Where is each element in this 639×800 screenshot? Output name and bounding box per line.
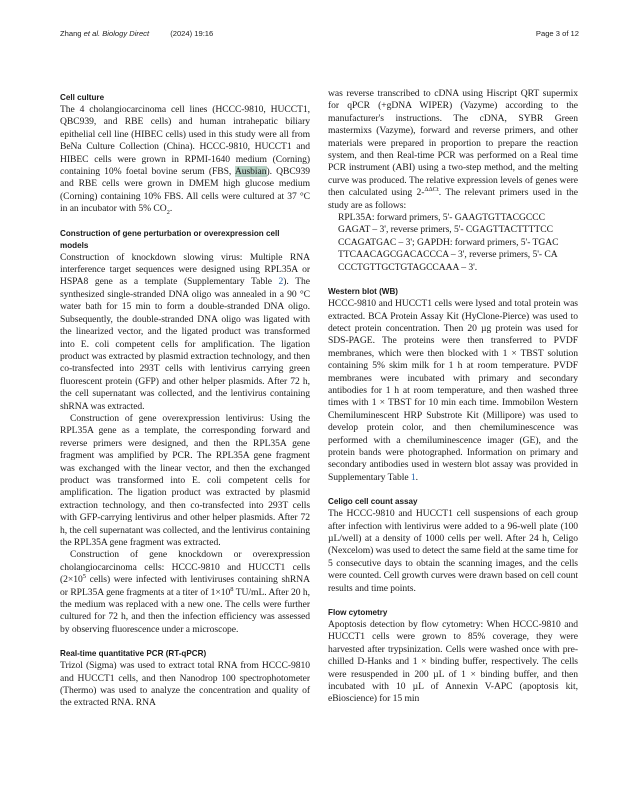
header-year: (2024) 19:16 [170,29,214,38]
running-header [60,29,579,43]
text-run: . The relevant primers used in the study are as follows: [328,187,578,211]
left-column [60,92,310,710]
text-run: Construction of knockdown slowing virus: Multiple RNA interference target sequences were designed using RPL35A or HSPA8 gene as a template (Supplementary Table [60,251,310,288]
section-title-western-blot: Western blot (WB) [328,287,398,297]
text-run: ). QBC939 and RBE cells were grown in DMEM high glucose medium (Corning) containing 10% FBS. All cells were cultured at 37 °C in an incubator with 5% CO [60,166,310,215]
text-run: Construction of gene knockdown or overexpression cholangiocarcinoma cells: HCCC-9810 and HUCCT1 cells (2×10 [60,549,310,586]
paragraph-primers: RPL35A: forward primers, 5'- GAAGTGTTACGCCC GAGAT – 3', reverse primers, 5'- CGAGTTACTTTTCC CCAGATGAC – 3'; GAPDH: forward primers, 5'- TGAC TTCAACAGCGACACCCA – 3', reverse primers, 5'- CA CCCTGTTGCTGTAGCCAAA – 3'. [338,212,559,273]
paragraph-rt-qpcr: Trizol (Sigma) was used to extract total RNA from HCCC-9810 and HUCCT1 cells, and then Nanodrop 100 spectrophotometer (Thermo) was used to analyze the concentration and quality of the extracted RNA. RNA [60,660,310,709]
section-title-cell-culture: Cell culture [60,93,105,102]
paragraph-celigo: The HCCC-9810 and HUCCT1 cell suspensions of each group after infection with lentivirus were added to a 96-well plate (100 µL/well) at a density of 1000 cells per well. After 24 h, Celigo (Nexcelom) was used to detect the same field at the same time for 5 consecutive days to obtain the scanning images, and the cells were counted. Cell growth curves were drawn based on cell count results and time points. [328,508,578,594]
text-run: The 4 cholangiocarcinoma cell lines (HCCC-9810, HUCCT1, QBC939, and RBE cells) and human intrahepatic biliary epithelial cell line (HIBEC cells) used in this study were all from BeNa Culture Collection (China). HCCC-9810, HUCCT1 and HIBEC cells were grown in RPMI-1640 medium (Corning) containing 10% foetal bovine serum (FBS, [60,104,310,178]
section-title-celigo: Celigo cell count assay [328,497,418,507]
superscript: ΔΔCt [424,186,439,194]
header-journal: et al. Biology Direct [83,29,150,38]
right-column [328,88,578,706]
paragraph-flow-cytometry: Apoptosis detection by flow cytometry: When HCCC-9810 and HUCCT1 cells were grown to 85% coverage, they were harvested after trypsinization. Cells were washed once with pre-chilled D-Hanks and 1 × binding buffer, respectively. The cells were resuspended in 200 µL of 1 × binding buffer, and then incubated with 10 µL of Annexin V-APC (apoptosis kit, eBioscience) for 15 min [328,619,578,705]
paragraph-rt-qpcr-continued [328,88,578,212]
highlighted-text: Ausbian [234,166,267,178]
text-run: . [169,203,173,215]
text-run: ). The synthesized single-stranded DNA oligo was annealed in a 90 °C water bath for 15 min to form a double-stranded DNA oligo. Subsequently, the double-stranded DNA oligo was ligated with the linearized vector, and the ligated product was transformed into E. coli competent cells for amplification. The ligation product was extracted by plasmid extraction technology, and then co-transfected into 293T cells with lentivirus carrying green fluorescent protein (GFP) and other helper plasmids. After 72 h, the cell supernatant was collected, and the lentivirus containing shRNA was extracted. [60,276,310,412]
paragraph-knockdown-cells [60,549,310,636]
supplementary-table-1-link[interactable]: 1 [410,471,416,483]
text-run: HCCC-9810 and HUCCT1 cells were lysed and total protein was extracted. BCA Protein Assay Kit (HyClone-Pierce) was used to detect protein concentration. Then 20 µg protein was used for SDS-PAGE. The proteins were then transferred to PVDF membranes, which were then blocked with 1 × TBST solution containing 5% skim milk for 1 h at room temperature. PVDF membranes were incubated with primary and secondary antibodies for 1 h at room temperature, and then washed three times with 1 × TBST for 10 min each time. Immobilon Western Chemiluminescent HRP Substrote Kit (Millipore) was used to develop protein color, and then chemiluminescence was performed with a chemiluminescence imager (GE), and the protein bands were photographed. Information on primary and secondary antibodies used in western blot assay was provided in Supplementary Table [328,298,578,483]
section-title-rt-qpcr: Real-time quantitative PCR (RT-qPCR) [60,649,207,659]
text-run: . [415,471,418,483]
subscript: 2 [166,209,170,217]
header-citation [60,29,213,38]
supplementary-table-2-link[interactable]: 2 [278,276,284,288]
paragraph-knockdown-virus [60,252,310,413]
header-authors: Zhang [60,29,84,38]
text-run: cells) were infected with lentiviruses containing shRNA or RPL35A gene fragments at a titer of 1×10 [60,574,310,598]
paragraph-overexpression-lentivirus: Construction of gene overexpression lentivirus: Using the RPL35A gene as a template, the corresponding forward and reverse primers were designed, and then the RPL35A gene fragment was amplified by PCR. The RPL35A gene fragment was exchanged with the linear vector, and then the exchanged product was transformed into E. coli competent cells for amplification. The ligation product was extracted by plasmid extraction technology, and then co-transfected into 293T cells with GFP-carrying lentivirus and other helper plasmids. After 72 h, the cell supernatant was collected, and the lentivirus containing the RPL35A gene fragment was extracted. [60,412,310,548]
header-page-number: Page 3 of 12 [535,29,579,38]
superscript: 5 [82,573,86,581]
section-title-flow-cytometry: Flow cytometry [328,608,388,618]
text-run: TU/mL. After 20 h, the medium was replaced with a new one. The cells were further cultured for 72 h, and then the infection efficiency was assessed by observing fluorescence under a microscope. [60,586,310,635]
text-run: was reverse transcribed to cDNA using Hiscript QRT supermix for qPCR (+gDNA WIPER) (Vazyme) according to the manufacturer's instructions. The cDNA, SYBR Green mastermixs (Vazyme), forward and reverse primers, and other materials were prepared in proportion to prepare the reaction system, and then Real-time PCR was performed on a Real time PCR instrument (ABI) using a two-step method, and the melting curve was produced. The relative expression levels of genes were then calculated using 2- [328,88,578,199]
section-title-construction: Construction of gene perturbation or overexpression cell models [60,228,280,250]
paragraph-cell-culture [60,104,310,216]
paragraph-western-blot [328,298,578,484]
superscript: 8 [230,585,234,593]
